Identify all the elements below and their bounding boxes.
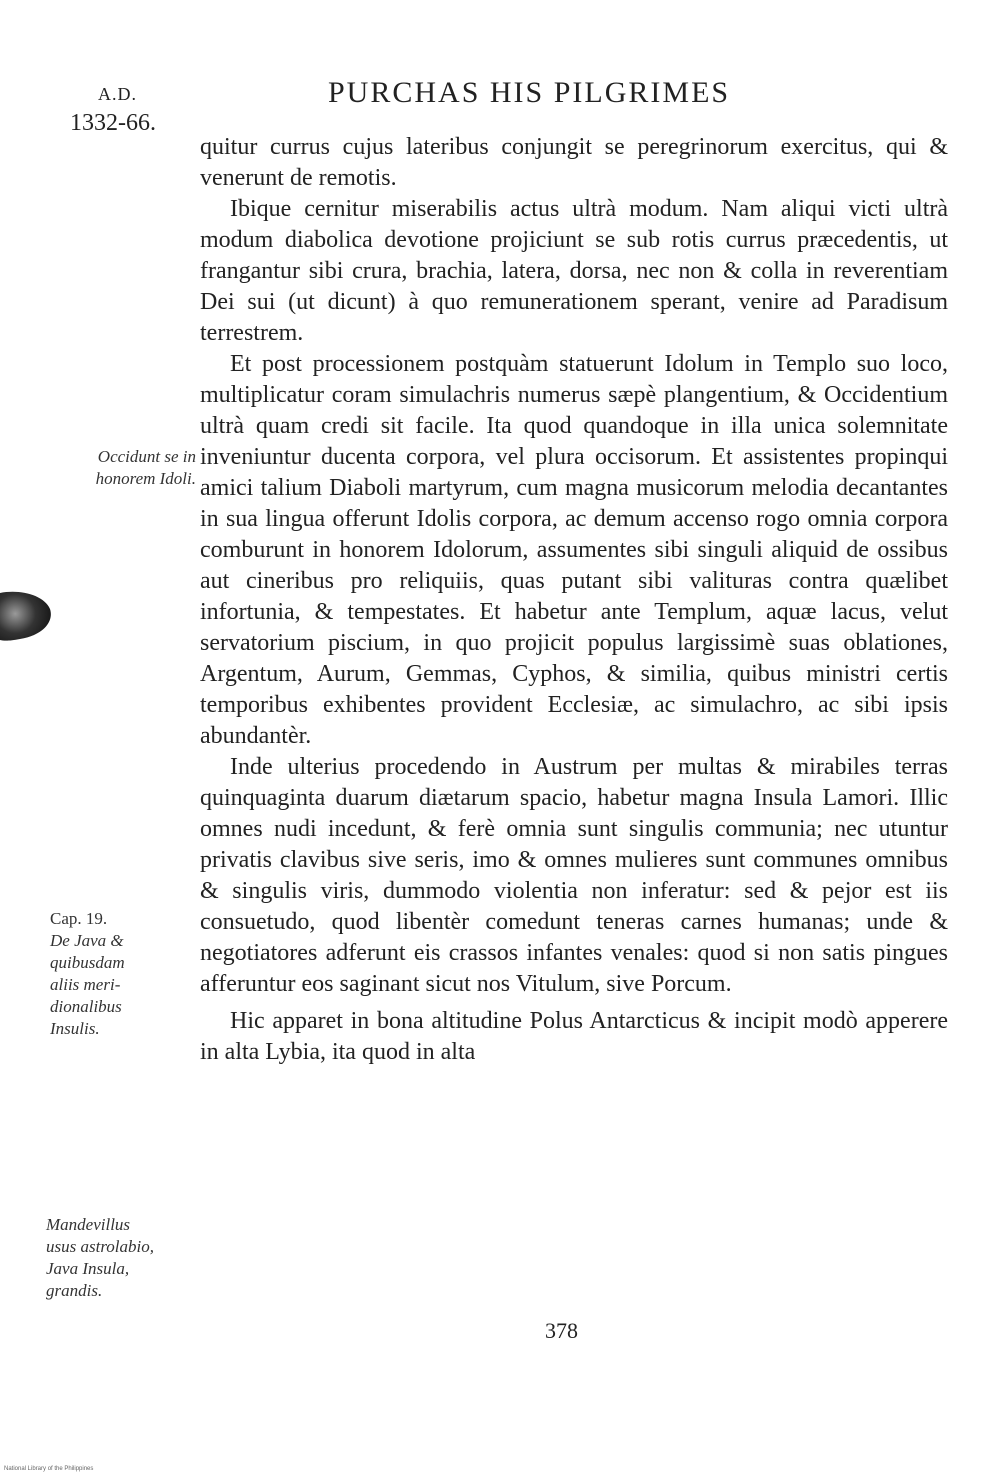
margin-note-line: grandis.: [46, 1281, 103, 1300]
margin-note-line: quibusdam: [50, 953, 125, 972]
margin-note-line: usus astrolabio,: [46, 1237, 155, 1256]
margin-note-line: dionalibus: [50, 997, 122, 1016]
library-footer: National Library of the Philippines: [4, 1466, 94, 1472]
paragraph: Inde ulterius procedendo in Austrum per multas & mirabiles terras quinquaginta duarum diætarum spacio, habetur magna Insula Lamori. Illic omnes nudi incedunt, & ferè omnia sunt singulis communia; nec utuntur privatis clavibus sive seris, imo & omnes mulieres sunt communes omnibus & singulis viris, dummodo violentia non inferatur: sed & pejor est iis consuetudo, quod libentèr comedunt teneras carnes humanas; unde & negotiatores adferunt eis crassos infantes venales: quod si non satis pingues afferuntur eos saginant sicut nos Vitulum, sive Porcum.: [200, 754, 948, 997]
margin-note-line: Cap. 19.: [50, 909, 108, 928]
margin-note-chapter: [50, 908, 185, 1040]
margin-note-line: Occidunt se in: [97, 447, 196, 466]
margin-note-line: Insulis.: [50, 1019, 100, 1038]
margin-note-line: De Java &: [50, 931, 124, 950]
running-title: PURCHAS HIS PILGRIMES: [328, 76, 731, 109]
paragraph: Ibique cernitur miserabilis actus ultrà modum. Nam aliqui victi ultrà modum diabolica devotione projiciunt se sub rotis currus præcedentis, ut frangantur sibi crura, brachia, latera, dorsa, nec non & colla in reverentiam Dei sui (ut dicunt) à quo remunerationem sperant, venire ad Paradisum terrestrem.: [200, 196, 948, 346]
anno-domini-label: A.D.: [98, 84, 137, 104]
paragraph: Et post processionem postquàm statuerunt Idolum in Templo suo loco, multiplicatur coram simulachris numerus sæpè plangentium, & Occidentium ultrà quam credi sit facile. Ita quod quandoque in illa unica solemnitate inveniuntur ducenta corpora, vel plura occisorum. Et assistentes propinqui amici talium Diaboli martyrum, cum magna musicorum melodia decantantes in sua lingua offerunt Idolis corpora, ac demum accenso rogo omnia corpora comburunt in honorem Idolorum, assumentes sibi singuli aliquid de ossibus aut cineribus pro reliquiis, quas putant sibi valituras contra quælibet infortunia, & tempestates. Et habetur ante Templum, aquæ lacus, velut servatorium piscium, in quo projicit populus largissimè suas oblationes, Argentum, Aurum, Gemmas, Cyphos, & similia, quibus ministri certis temporibus exhibentes provident Ecclesiæ, ac simulachro, ac sibi ipsis abundantèr.: [200, 351, 948, 749]
margin-note-mandevillus: [46, 1214, 191, 1302]
year-range: 1332-66.: [70, 110, 156, 136]
margin-note-occidunt: [56, 446, 196, 490]
paragraph: quitur currus cujus lateribus conjungit se peregrinorum exercitus, qui & venerunt de remotis.: [200, 134, 948, 191]
margin-note-line: Mandevillus: [46, 1215, 131, 1234]
margin-note-line: honorem Idoli.: [95, 469, 196, 488]
margin-note-line: aliis meri-: [50, 975, 121, 994]
paragraph: Hic apparet in bona altitudine Polus Antarcticus & incipit modò apperere in alta Lybia, ita quod in alta: [200, 1008, 948, 1065]
main-text: [200, 132, 948, 1068]
scanner-thumb-shadow: [0, 585, 52, 645]
page-number: 378: [545, 1318, 578, 1343]
margin-note-line: Java Insula,: [46, 1259, 130, 1278]
